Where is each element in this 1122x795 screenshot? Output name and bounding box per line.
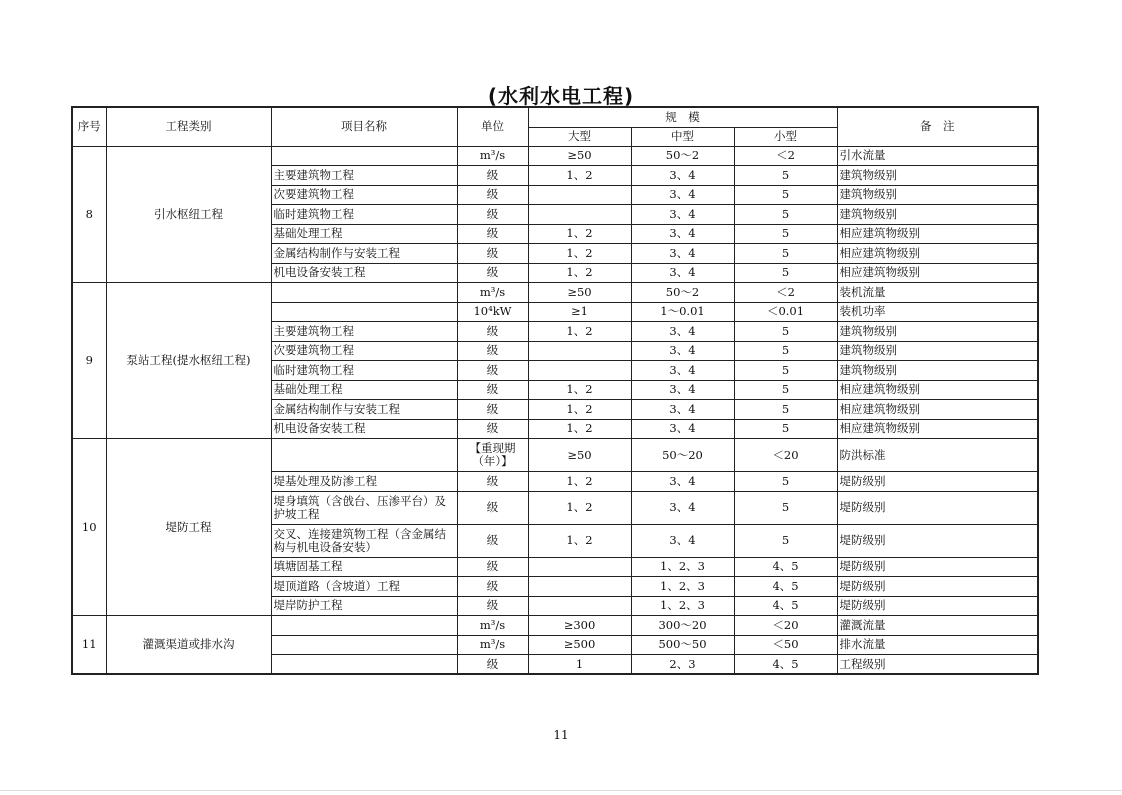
item-name [271, 146, 457, 166]
medium-scale-cell: 1、2、3 [631, 557, 734, 577]
medium-scale-cell: 3、4 [631, 341, 734, 361]
unit-cell: 级 [457, 557, 528, 577]
medium-scale-cell: 3、4 [631, 361, 734, 381]
medium-scale-cell: 2、3 [631, 655, 734, 675]
large-scale-cell: ≥300 [528, 616, 631, 636]
item-name: 主要建筑物工程 [271, 166, 457, 186]
small-scale-cell: 5 [734, 491, 837, 524]
large-scale-cell: 1、2 [528, 263, 631, 283]
header-large: 大型 [528, 127, 631, 146]
large-scale-cell: 1 [528, 655, 631, 675]
large-scale-cell: 1、2 [528, 380, 631, 400]
medium-scale-cell: 3、4 [631, 472, 734, 492]
unit-cell: 10⁴kW [457, 302, 528, 322]
item-name: 堤基处理及防渗工程 [271, 472, 457, 492]
remark-cell: 建筑物级别 [837, 361, 1038, 381]
medium-scale-cell: 3、4 [631, 263, 734, 283]
remark-cell: 工程级别 [837, 655, 1038, 675]
unit-cell: 级 [457, 419, 528, 439]
remark-cell: 相应建筑物级别 [837, 244, 1038, 264]
remark-cell: 堤防级别 [837, 524, 1038, 557]
large-scale-cell [528, 185, 631, 205]
item-name [271, 302, 457, 322]
remark-cell: 相应建筑物级别 [837, 419, 1038, 439]
item-name: 机电设备安装工程 [271, 419, 457, 439]
engineering-category: 堤防工程 [106, 439, 271, 616]
medium-scale-cell: 1、2、3 [631, 577, 734, 597]
row-number: 8 [72, 146, 106, 283]
medium-scale-cell: 50～2 [631, 283, 734, 303]
page-edge-divider [0, 790, 1122, 791]
medium-scale-cell: 3、4 [631, 244, 734, 264]
large-scale-cell: ≥1 [528, 302, 631, 322]
medium-scale-cell: 300～20 [631, 616, 734, 636]
large-scale-cell: 1、2 [528, 322, 631, 342]
header-item: 项目名称 [271, 107, 457, 146]
small-scale-cell: ＜20 [734, 616, 837, 636]
small-scale-cell: 5 [734, 361, 837, 381]
unit-cell: 级 [457, 244, 528, 264]
header-unit: 单位 [457, 107, 528, 146]
small-scale-cell: 5 [734, 166, 837, 186]
large-scale-cell: 1、2 [528, 244, 631, 264]
remark-cell: 相应建筑物级别 [837, 380, 1038, 400]
small-scale-cell: 5 [734, 341, 837, 361]
unit-cell: 级 [457, 224, 528, 244]
unit-cell: 级 [457, 361, 528, 381]
medium-scale-cell: 3、4 [631, 322, 734, 342]
unit-cell: 级 [457, 205, 528, 225]
engineering-category: 灌溉渠道或排水沟 [106, 616, 271, 675]
unit-cell: 级 [457, 185, 528, 205]
remark-cell: 相应建筑物级别 [837, 400, 1038, 420]
item-name: 机电设备安装工程 [271, 263, 457, 283]
remark-cell: 堤防级别 [837, 596, 1038, 616]
item-name: 基础处理工程 [271, 224, 457, 244]
large-scale-cell: ≥50 [528, 146, 631, 166]
medium-scale-cell: 3、4 [631, 224, 734, 244]
item-name: 主要建筑物工程 [271, 322, 457, 342]
engineering-category: 泵站工程(提水枢纽工程) [106, 283, 271, 439]
large-scale-cell [528, 341, 631, 361]
table-row [72, 616, 1038, 636]
row-number: 9 [72, 283, 106, 439]
unit-cell: 级 [457, 322, 528, 342]
large-scale-cell: 1、2 [528, 166, 631, 186]
unit-cell: 级 [457, 263, 528, 283]
medium-scale-cell: 500～50 [631, 635, 734, 655]
medium-scale-cell: 50～2 [631, 146, 734, 166]
table-row [72, 146, 1038, 166]
unit-cell: m³/s [457, 283, 528, 303]
unit-cell: 级 [457, 491, 528, 524]
header-remark: 备 注 [837, 107, 1038, 146]
medium-scale-cell: 3、4 [631, 185, 734, 205]
small-scale-cell: 4、5 [734, 655, 837, 675]
large-scale-cell: ≥500 [528, 635, 631, 655]
item-name [271, 635, 457, 655]
remark-cell: 装机功率 [837, 302, 1038, 322]
unit-cell: 级 [457, 380, 528, 400]
medium-scale-cell: 1、2、3 [631, 596, 734, 616]
large-scale-cell [528, 557, 631, 577]
item-name: 堤身填筑（含戗台、压渗平台）及护坡工程 [271, 491, 457, 524]
remark-cell: 相应建筑物级别 [837, 263, 1038, 283]
header-no: 序号 [72, 107, 106, 146]
unit-cell: 级 [457, 596, 528, 616]
small-scale-cell: ＜2 [734, 146, 837, 166]
remark-cell: 建筑物级别 [837, 341, 1038, 361]
item-name: 基础处理工程 [271, 380, 457, 400]
large-scale-cell: 1、2 [528, 524, 631, 557]
unit-cell: 级 [457, 524, 528, 557]
medium-scale-cell: 3、4 [631, 380, 734, 400]
large-scale-cell: ≥50 [528, 439, 631, 472]
medium-scale-cell: 3、4 [631, 524, 734, 557]
remark-cell: 堤防级别 [837, 472, 1038, 492]
small-scale-cell: 4、5 [734, 577, 837, 597]
large-scale-cell: 1、2 [528, 400, 631, 420]
item-name [271, 439, 457, 472]
header-small: 小型 [734, 127, 837, 146]
remark-cell: 建筑物级别 [837, 205, 1038, 225]
unit-cell: 级 [457, 577, 528, 597]
small-scale-cell: 5 [734, 322, 837, 342]
item-name: 金属结构制作与安装工程 [271, 244, 457, 264]
table-row [72, 439, 1038, 472]
item-name: 次要建筑物工程 [271, 341, 457, 361]
remark-cell: 堤防级别 [837, 557, 1038, 577]
unit-cell: 【重现期（年）】 [457, 439, 528, 472]
header-scale: 规 模 [528, 107, 837, 127]
remark-cell: 灌溉流量 [837, 616, 1038, 636]
small-scale-cell: 5 [734, 400, 837, 420]
item-name [271, 616, 457, 636]
unit-cell: 级 [457, 655, 528, 675]
table-row [72, 283, 1038, 303]
item-name: 堤顶道路（含坡道）工程 [271, 577, 457, 597]
small-scale-cell: 5 [734, 524, 837, 557]
small-scale-cell: ＜20 [734, 439, 837, 472]
small-scale-cell: 5 [734, 380, 837, 400]
item-name [271, 655, 457, 675]
medium-scale-cell: 1～0.01 [631, 302, 734, 322]
small-scale-cell: 5 [734, 224, 837, 244]
header-category: 工程类别 [106, 107, 271, 146]
remark-cell: 堤防级别 [837, 577, 1038, 597]
small-scale-cell: 5 [734, 472, 837, 492]
medium-scale-cell: 3、4 [631, 419, 734, 439]
medium-scale-cell: 3、4 [631, 166, 734, 186]
remark-cell: 装机流量 [837, 283, 1038, 303]
remark-cell: 相应建筑物级别 [837, 224, 1038, 244]
unit-cell: 级 [457, 472, 528, 492]
remark-cell: 堤防级别 [837, 491, 1038, 524]
remark-cell: 排水流量 [837, 635, 1038, 655]
unit-cell: m³/s [457, 146, 528, 166]
row-number: 10 [72, 439, 106, 616]
small-scale-cell: ＜2 [734, 283, 837, 303]
header-medium: 中型 [631, 127, 734, 146]
large-scale-cell [528, 577, 631, 597]
item-name: 次要建筑物工程 [271, 185, 457, 205]
unit-cell: m³/s [457, 635, 528, 655]
small-scale-cell: 5 [734, 185, 837, 205]
unit-cell: 级 [457, 400, 528, 420]
remark-cell: 建筑物级别 [837, 166, 1038, 186]
page-number: 11 [553, 728, 569, 742]
document-title: (水利水电工程) [487, 84, 635, 108]
large-scale-cell [528, 361, 631, 381]
small-scale-cell: 5 [734, 263, 837, 283]
medium-scale-cell: 3、4 [631, 400, 734, 420]
large-scale-cell: 1、2 [528, 224, 631, 244]
table-body [72, 146, 1038, 674]
small-scale-cell: 4、5 [734, 596, 837, 616]
large-scale-cell: 1、2 [528, 491, 631, 524]
remark-cell: 建筑物级别 [837, 185, 1038, 205]
large-scale-cell: ≥50 [528, 283, 631, 303]
large-scale-cell: 1、2 [528, 419, 631, 439]
remark-cell: 建筑物级别 [837, 322, 1038, 342]
small-scale-cell: 5 [734, 205, 837, 225]
small-scale-cell: 5 [734, 244, 837, 264]
item-name: 交叉、连接建筑物工程（含金属结构与机电设备安装） [271, 524, 457, 557]
remark-cell: 防洪标准 [837, 439, 1038, 472]
small-scale-cell: ＜0.01 [734, 302, 837, 322]
large-scale-cell [528, 205, 631, 225]
unit-cell: m³/s [457, 616, 528, 636]
item-name: 临时建筑物工程 [271, 361, 457, 381]
item-name: 堤岸防护工程 [271, 596, 457, 616]
row-number: 11 [72, 616, 106, 675]
item-name [271, 283, 457, 303]
engineering-category: 引水枢纽工程 [106, 146, 271, 283]
remark-cell: 引水流量 [837, 146, 1038, 166]
unit-cell: 级 [457, 166, 528, 186]
large-scale-cell [528, 596, 631, 616]
medium-scale-cell: 3、4 [631, 205, 734, 225]
item-name: 填塘固基工程 [271, 557, 457, 577]
small-scale-cell: ＜50 [734, 635, 837, 655]
medium-scale-cell: 50～20 [631, 439, 734, 472]
medium-scale-cell: 3、4 [631, 491, 734, 524]
unit-cell: 级 [457, 341, 528, 361]
large-scale-cell: 1、2 [528, 472, 631, 492]
small-scale-cell: 5 [734, 419, 837, 439]
small-scale-cell: 4、5 [734, 557, 837, 577]
engineering-scale-table [71, 106, 1039, 675]
item-name: 金属结构制作与安装工程 [271, 400, 457, 420]
item-name: 临时建筑物工程 [271, 205, 457, 225]
